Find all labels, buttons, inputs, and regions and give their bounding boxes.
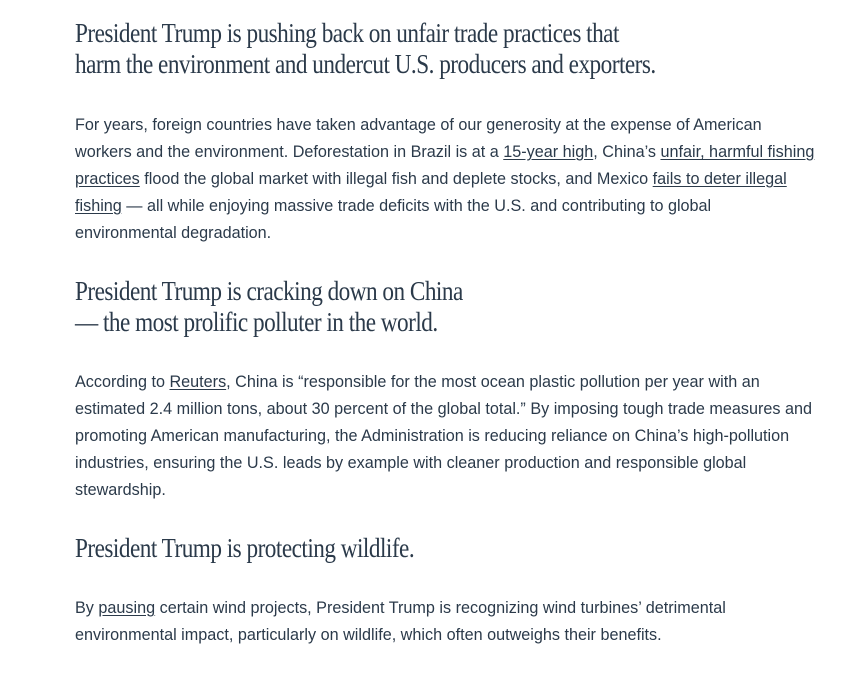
heading-line: President Trump is cracking down on China bbox=[75, 276, 463, 306]
heading-line: harm the environment and undercut U.S. producers and exporters. bbox=[75, 49, 656, 79]
link-unfair-fishing-practices[interactable]: unfair, harmful fishing practices bbox=[75, 143, 815, 188]
heading-line: — the most prolific polluter in the world. bbox=[75, 307, 438, 337]
paragraph-text: certain wind projects, President Trump is recognizing wind turbines’ detrimental environmental impact, particularly on wildlife, which often outweighs their benefits. bbox=[75, 599, 726, 644]
section-paragraph-wildlife bbox=[75, 595, 815, 649]
section-heading-wildlife bbox=[75, 533, 815, 564]
paragraph-text: By bbox=[75, 599, 99, 617]
link-reuters[interactable]: Reuters bbox=[169, 373, 227, 391]
link-15-year-high[interactable]: 15-year high bbox=[503, 143, 594, 161]
link-fails-to-deter-illegal-fishing[interactable]: fails to deter illegal fishing bbox=[75, 170, 787, 215]
paragraph-text: — all while enjoying massive trade deficits with the U.S. and contributing to global environmental degradation. bbox=[75, 197, 712, 242]
article-body bbox=[75, 18, 815, 649]
heading-line: President Trump is pushing back on unfair trade practices that bbox=[75, 18, 619, 48]
section-paragraph-china bbox=[75, 369, 815, 504]
link-pausing[interactable]: pausing bbox=[98, 599, 156, 617]
paragraph-text: , China’s bbox=[593, 143, 661, 161]
section-heading-china bbox=[75, 276, 815, 338]
section-heading-trade bbox=[75, 18, 815, 80]
paragraph-text: According to bbox=[75, 373, 170, 391]
paragraph-text: flood the global market with illegal fish and deplete stocks, and Mexico bbox=[139, 170, 653, 188]
heading-line: President Trump is protecting wildlife. bbox=[75, 533, 415, 563]
paragraph-text: , China is “responsible for the most ocean plastic pollution per year with an estimated 2.4 million tons, about 30 percent of the global total.” By imposing tough trade measures and promoting American manufacturing, the Administration is reducing reliance on China’s high-pollution industries, ensuring the U.S. leads by example with cleaner production and responsible global stewardship. bbox=[75, 373, 812, 499]
section-paragraph-trade bbox=[75, 112, 815, 247]
paragraph-text: For years, foreign countries have taken advantage of our generosity at the expense of American workers and the environment. Deforestation in Brazil is at a bbox=[75, 116, 762, 161]
